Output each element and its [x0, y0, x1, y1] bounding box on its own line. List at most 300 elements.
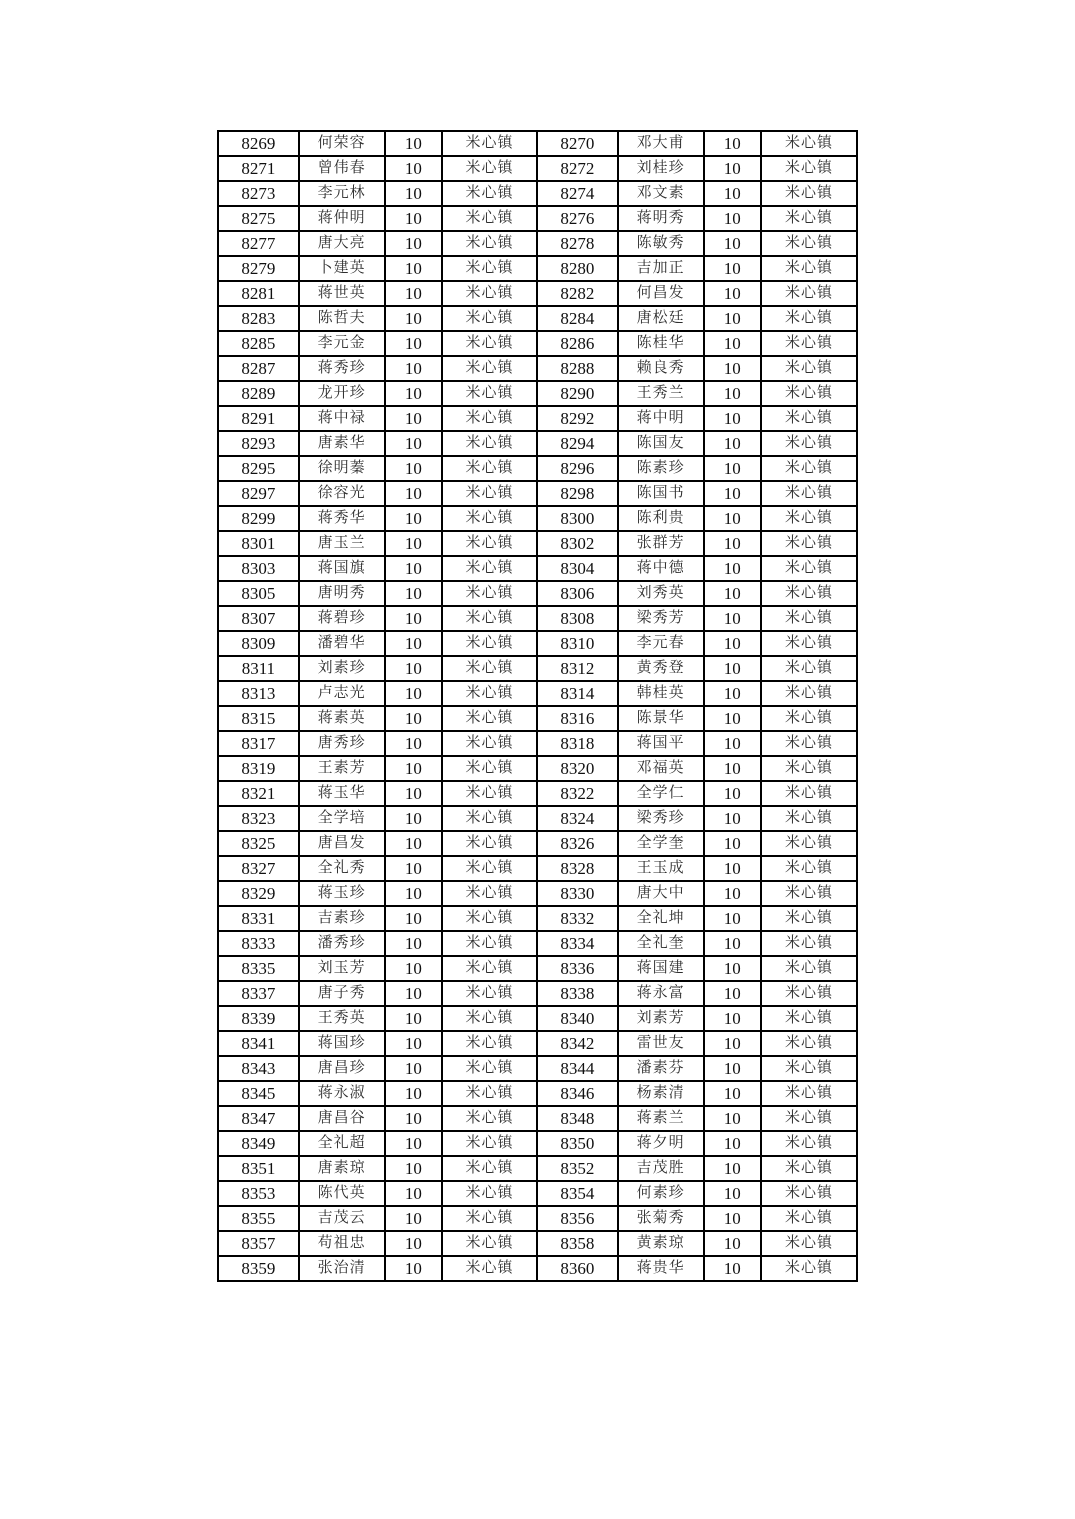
person-id-cell: 8275 — [218, 206, 299, 231]
quota-cell: 10 — [385, 256, 443, 281]
person-name-cell: 陈哲夫 — [299, 306, 385, 331]
person-name-cell: 何荣容 — [299, 131, 385, 156]
town-cell: 米心镇 — [761, 406, 857, 431]
quota-cell: 10 — [385, 1006, 443, 1031]
person-id-cell: 8274 — [537, 181, 618, 206]
town-cell: 米心镇 — [442, 856, 537, 881]
person-id-cell: 8292 — [537, 406, 618, 431]
town-cell: 米心镇 — [761, 956, 857, 981]
person-id-cell: 8296 — [537, 456, 618, 481]
quota-cell: 10 — [385, 756, 443, 781]
person-id-cell: 8286 — [537, 331, 618, 356]
table-row — [218, 1056, 857, 1081]
person-name-cell: 黄素琼 — [618, 1231, 704, 1256]
person-name-cell: 唐昌谷 — [299, 1106, 385, 1131]
table-row — [218, 481, 857, 506]
person-id-cell: 8313 — [218, 681, 299, 706]
quota-cell: 10 — [385, 206, 443, 231]
quota-cell: 10 — [385, 381, 443, 406]
town-cell: 米心镇 — [761, 256, 857, 281]
quota-cell: 10 — [704, 481, 762, 506]
person-id-cell: 8280 — [537, 256, 618, 281]
table-row — [218, 231, 857, 256]
town-cell: 米心镇 — [442, 331, 537, 356]
person-id-cell: 8326 — [537, 831, 618, 856]
person-name-cell: 全礼秀 — [299, 856, 385, 881]
person-id-cell: 8356 — [537, 1206, 618, 1231]
person-name-cell: 陈利贵 — [618, 506, 704, 531]
town-cell: 米心镇 — [761, 206, 857, 231]
person-name-cell: 潘秀珍 — [299, 931, 385, 956]
person-id-cell: 8317 — [218, 731, 299, 756]
town-cell: 米心镇 — [442, 1106, 537, 1131]
town-cell: 米心镇 — [761, 981, 857, 1006]
person-name-cell: 王玉成 — [618, 856, 704, 881]
table-row — [218, 331, 857, 356]
town-cell: 米心镇 — [761, 931, 857, 956]
town-cell: 米心镇 — [761, 1131, 857, 1156]
town-cell: 米心镇 — [761, 681, 857, 706]
table-row — [218, 706, 857, 731]
quota-cell: 10 — [704, 1181, 762, 1206]
person-name-cell: 蒋中明 — [618, 406, 704, 431]
person-id-cell: 8358 — [537, 1231, 618, 1256]
person-id-cell: 8291 — [218, 406, 299, 431]
person-name-cell: 吉茂云 — [299, 1206, 385, 1231]
town-cell: 米心镇 — [442, 381, 537, 406]
quota-cell: 10 — [385, 956, 443, 981]
person-name-cell: 刘素珍 — [299, 656, 385, 681]
person-name-cell: 全礼超 — [299, 1131, 385, 1156]
quota-cell: 10 — [385, 506, 443, 531]
person-id-cell: 8294 — [537, 431, 618, 456]
person-name-cell: 蒋世英 — [299, 281, 385, 306]
quota-cell: 10 — [704, 206, 762, 231]
person-name-cell: 何昌发 — [618, 281, 704, 306]
person-id-cell: 8339 — [218, 1006, 299, 1031]
quota-cell: 10 — [385, 481, 443, 506]
person-name-cell: 王秀英 — [299, 1006, 385, 1031]
table-row — [218, 606, 857, 631]
quota-cell: 10 — [704, 581, 762, 606]
person-name-cell: 唐松廷 — [618, 306, 704, 331]
quota-cell: 10 — [704, 1206, 762, 1231]
town-cell: 米心镇 — [761, 481, 857, 506]
person-name-cell: 全学奎 — [618, 831, 704, 856]
person-name-cell: 吉加正 — [618, 256, 704, 281]
table-row — [218, 531, 857, 556]
quota-cell: 10 — [704, 181, 762, 206]
table-row — [218, 756, 857, 781]
table-row — [218, 1031, 857, 1056]
town-cell: 米心镇 — [442, 231, 537, 256]
person-id-cell: 8306 — [537, 581, 618, 606]
person-id-cell: 8297 — [218, 481, 299, 506]
quota-cell: 10 — [704, 956, 762, 981]
person-name-cell: 陈桂华 — [618, 331, 704, 356]
person-id-cell: 8354 — [537, 1181, 618, 1206]
quota-cell: 10 — [385, 981, 443, 1006]
quota-cell: 10 — [704, 856, 762, 881]
quota-cell: 10 — [704, 656, 762, 681]
quota-cell: 10 — [704, 256, 762, 281]
person-id-cell: 8352 — [537, 1156, 618, 1181]
person-name-cell: 陈国书 — [618, 481, 704, 506]
town-cell: 米心镇 — [442, 756, 537, 781]
town-cell: 米心镇 — [442, 556, 537, 581]
person-id-cell: 8311 — [218, 656, 299, 681]
person-name-cell: 张菊秀 — [618, 1206, 704, 1231]
quota-cell: 10 — [385, 1056, 443, 1081]
person-id-cell: 8310 — [537, 631, 618, 656]
person-id-cell: 8347 — [218, 1106, 299, 1131]
person-id-cell: 8282 — [537, 281, 618, 306]
quota-cell: 10 — [704, 531, 762, 556]
person-id-cell: 8359 — [218, 1256, 299, 1281]
roster-table — [217, 130, 858, 1282]
quota-cell: 10 — [704, 406, 762, 431]
quota-cell: 10 — [385, 931, 443, 956]
person-name-cell: 全礼坤 — [618, 906, 704, 931]
person-id-cell: 8307 — [218, 606, 299, 631]
person-id-cell: 8314 — [537, 681, 618, 706]
town-cell: 米心镇 — [761, 1031, 857, 1056]
town-cell: 米心镇 — [761, 156, 857, 181]
quota-cell: 10 — [704, 1156, 762, 1181]
town-cell: 米心镇 — [442, 581, 537, 606]
town-cell: 米心镇 — [761, 906, 857, 931]
person-id-cell: 8342 — [537, 1031, 618, 1056]
person-name-cell: 蒋贵华 — [618, 1256, 704, 1281]
table-row — [218, 1206, 857, 1231]
quota-cell: 10 — [704, 706, 762, 731]
person-name-cell: 蒋国建 — [618, 956, 704, 981]
person-id-cell: 8360 — [537, 1256, 618, 1281]
quota-cell: 10 — [704, 1006, 762, 1031]
table-row — [218, 1106, 857, 1131]
person-id-cell: 8334 — [537, 931, 618, 956]
town-cell: 米心镇 — [442, 1006, 537, 1031]
person-name-cell: 邓福英 — [618, 756, 704, 781]
person-name-cell: 潘素芬 — [618, 1056, 704, 1081]
person-name-cell: 梁秀珍 — [618, 806, 704, 831]
person-name-cell: 陈代英 — [299, 1181, 385, 1206]
town-cell: 米心镇 — [761, 456, 857, 481]
table-row — [218, 906, 857, 931]
person-id-cell: 8299 — [218, 506, 299, 531]
quota-cell: 10 — [385, 1181, 443, 1206]
table-row — [218, 981, 857, 1006]
town-cell: 米心镇 — [442, 956, 537, 981]
quota-cell: 10 — [704, 606, 762, 631]
person-name-cell: 王素芳 — [299, 756, 385, 781]
town-cell: 米心镇 — [761, 631, 857, 656]
table-row — [218, 581, 857, 606]
person-name-cell: 何素珍 — [618, 1181, 704, 1206]
person-id-cell: 8295 — [218, 456, 299, 481]
quota-cell: 10 — [385, 706, 443, 731]
town-cell: 米心镇 — [442, 881, 537, 906]
person-id-cell: 8272 — [537, 156, 618, 181]
person-name-cell: 唐大亮 — [299, 231, 385, 256]
quota-cell: 10 — [704, 331, 762, 356]
person-name-cell: 徐明蓁 — [299, 456, 385, 481]
town-cell: 米心镇 — [761, 656, 857, 681]
person-name-cell: 刘玉芳 — [299, 956, 385, 981]
town-cell: 米心镇 — [761, 1006, 857, 1031]
person-name-cell: 龙开珍 — [299, 381, 385, 406]
town-cell: 米心镇 — [761, 556, 857, 581]
town-cell: 米心镇 — [761, 1056, 857, 1081]
quota-cell: 10 — [385, 531, 443, 556]
town-cell: 米心镇 — [761, 831, 857, 856]
town-cell: 米心镇 — [761, 506, 857, 531]
quota-cell: 10 — [385, 781, 443, 806]
table-row — [218, 806, 857, 831]
quota-cell: 10 — [704, 906, 762, 931]
person-id-cell: 8330 — [537, 881, 618, 906]
person-name-cell: 蒋秀华 — [299, 506, 385, 531]
town-cell: 米心镇 — [442, 1206, 537, 1231]
person-id-cell: 8341 — [218, 1031, 299, 1056]
town-cell: 米心镇 — [442, 681, 537, 706]
town-cell: 米心镇 — [442, 206, 537, 231]
quota-cell: 10 — [385, 306, 443, 331]
person-name-cell: 蒋国旗 — [299, 556, 385, 581]
quota-cell: 10 — [385, 431, 443, 456]
quota-cell: 10 — [704, 981, 762, 1006]
town-cell: 米心镇 — [761, 881, 857, 906]
quota-cell: 10 — [385, 181, 443, 206]
person-id-cell: 8276 — [537, 206, 618, 231]
person-name-cell: 蒋仲明 — [299, 206, 385, 231]
person-id-cell: 8320 — [537, 756, 618, 781]
person-id-cell: 8355 — [218, 1206, 299, 1231]
town-cell: 米心镇 — [442, 406, 537, 431]
table-row — [218, 406, 857, 431]
table-row — [218, 631, 857, 656]
quota-cell: 10 — [704, 681, 762, 706]
table-row — [218, 831, 857, 856]
person-id-cell: 8357 — [218, 1231, 299, 1256]
quota-cell: 10 — [385, 281, 443, 306]
quota-cell: 10 — [385, 731, 443, 756]
town-cell: 米心镇 — [442, 181, 537, 206]
town-cell: 米心镇 — [761, 181, 857, 206]
person-id-cell: 8281 — [218, 281, 299, 306]
quota-cell: 10 — [385, 131, 443, 156]
town-cell: 米心镇 — [761, 1106, 857, 1131]
quota-cell: 10 — [704, 431, 762, 456]
town-cell: 米心镇 — [761, 381, 857, 406]
town-cell: 米心镇 — [442, 256, 537, 281]
person-name-cell: 张治清 — [299, 1256, 385, 1281]
table-row — [218, 1006, 857, 1031]
town-cell: 米心镇 — [442, 1056, 537, 1081]
person-id-cell: 8351 — [218, 1156, 299, 1181]
table-row — [218, 156, 857, 181]
table-row — [218, 881, 857, 906]
person-id-cell: 8309 — [218, 631, 299, 656]
quota-cell: 10 — [385, 456, 443, 481]
person-name-cell: 蒋碧珍 — [299, 606, 385, 631]
person-name-cell: 蒋国平 — [618, 731, 704, 756]
quota-cell: 10 — [385, 831, 443, 856]
town-cell: 米心镇 — [761, 1231, 857, 1256]
table-row — [218, 931, 857, 956]
quota-cell: 10 — [385, 906, 443, 931]
town-cell: 米心镇 — [442, 1031, 537, 1056]
town-cell: 米心镇 — [442, 456, 537, 481]
town-cell: 米心镇 — [761, 581, 857, 606]
person-id-cell: 8350 — [537, 1131, 618, 1156]
person-name-cell: 王秀兰 — [618, 381, 704, 406]
person-name-cell: 唐秀珍 — [299, 731, 385, 756]
person-name-cell: 陈景华 — [618, 706, 704, 731]
table-row — [218, 1156, 857, 1181]
town-cell: 米心镇 — [442, 156, 537, 181]
person-name-cell: 蒋中禄 — [299, 406, 385, 431]
quota-cell: 10 — [385, 606, 443, 631]
person-id-cell: 8289 — [218, 381, 299, 406]
quota-cell: 10 — [385, 1031, 443, 1056]
person-name-cell: 徐容光 — [299, 481, 385, 506]
quota-cell: 10 — [704, 1031, 762, 1056]
quota-cell: 10 — [704, 231, 762, 256]
person-name-cell: 邓大甫 — [618, 131, 704, 156]
quota-cell: 10 — [704, 156, 762, 181]
person-name-cell: 吉茂胜 — [618, 1156, 704, 1181]
roster-table-body — [218, 131, 857, 1281]
person-name-cell: 潘碧华 — [299, 631, 385, 656]
quota-cell: 10 — [704, 131, 762, 156]
person-name-cell: 李元春 — [618, 631, 704, 656]
person-name-cell: 黄秀登 — [618, 656, 704, 681]
person-name-cell: 苟祖忠 — [299, 1231, 385, 1256]
person-name-cell: 吉素珍 — [299, 906, 385, 931]
town-cell: 米心镇 — [761, 431, 857, 456]
town-cell: 米心镇 — [442, 1256, 537, 1281]
person-name-cell: 蒋永淑 — [299, 1081, 385, 1106]
person-name-cell: 唐大中 — [618, 881, 704, 906]
quota-cell: 10 — [704, 881, 762, 906]
quota-cell: 10 — [385, 881, 443, 906]
town-cell: 米心镇 — [442, 731, 537, 756]
person-id-cell: 8315 — [218, 706, 299, 731]
town-cell: 米心镇 — [761, 306, 857, 331]
person-id-cell: 8348 — [537, 1106, 618, 1131]
town-cell: 米心镇 — [761, 706, 857, 731]
person-name-cell: 卜建英 — [299, 256, 385, 281]
person-name-cell: 陈敏秀 — [618, 231, 704, 256]
person-id-cell: 8344 — [537, 1056, 618, 1081]
town-cell: 米心镇 — [442, 631, 537, 656]
person-name-cell: 蒋中德 — [618, 556, 704, 581]
quota-cell: 10 — [704, 556, 762, 581]
person-id-cell: 8273 — [218, 181, 299, 206]
person-id-cell: 8298 — [537, 481, 618, 506]
person-name-cell: 李元金 — [299, 331, 385, 356]
town-cell: 米心镇 — [761, 331, 857, 356]
quota-cell: 10 — [385, 581, 443, 606]
person-id-cell: 8285 — [218, 331, 299, 356]
quota-cell: 10 — [704, 506, 762, 531]
town-cell: 米心镇 — [761, 1256, 857, 1281]
person-name-cell: 曾伟春 — [299, 156, 385, 181]
quota-cell: 10 — [704, 281, 762, 306]
person-name-cell: 张群芳 — [618, 531, 704, 556]
person-id-cell: 8278 — [537, 231, 618, 256]
quota-cell: 10 — [704, 1081, 762, 1106]
person-id-cell: 8312 — [537, 656, 618, 681]
town-cell: 米心镇 — [442, 1081, 537, 1106]
person-name-cell: 蒋玉华 — [299, 781, 385, 806]
person-name-cell: 刘素芳 — [618, 1006, 704, 1031]
town-cell: 米心镇 — [442, 481, 537, 506]
person-id-cell: 8333 — [218, 931, 299, 956]
table-row — [218, 181, 857, 206]
table-row — [218, 256, 857, 281]
table-row — [218, 1256, 857, 1281]
quota-cell: 10 — [385, 1156, 443, 1181]
town-cell: 米心镇 — [761, 356, 857, 381]
town-cell: 米心镇 — [442, 606, 537, 631]
quota-cell: 10 — [704, 356, 762, 381]
town-cell: 米心镇 — [761, 1081, 857, 1106]
person-name-cell: 蒋夕明 — [618, 1131, 704, 1156]
town-cell: 米心镇 — [442, 831, 537, 856]
table-row — [218, 431, 857, 456]
table-row — [218, 1181, 857, 1206]
town-cell: 米心镇 — [761, 1156, 857, 1181]
quota-cell: 10 — [385, 331, 443, 356]
town-cell: 米心镇 — [442, 431, 537, 456]
quota-cell: 10 — [385, 806, 443, 831]
town-cell: 米心镇 — [442, 981, 537, 1006]
person-id-cell: 8302 — [537, 531, 618, 556]
table-row — [218, 281, 857, 306]
table-row — [218, 556, 857, 581]
person-name-cell: 陈素珍 — [618, 456, 704, 481]
table-row — [218, 206, 857, 231]
table-row — [218, 681, 857, 706]
quota-cell: 10 — [704, 781, 762, 806]
town-cell: 米心镇 — [442, 1231, 537, 1256]
person-name-cell: 唐子秀 — [299, 981, 385, 1006]
person-id-cell: 8300 — [537, 506, 618, 531]
person-id-cell: 8277 — [218, 231, 299, 256]
person-id-cell: 8290 — [537, 381, 618, 406]
quota-cell: 10 — [385, 856, 443, 881]
town-cell: 米心镇 — [442, 356, 537, 381]
person-id-cell: 8325 — [218, 831, 299, 856]
person-id-cell: 8288 — [537, 356, 618, 381]
table-row — [218, 656, 857, 681]
person-name-cell: 雷世友 — [618, 1031, 704, 1056]
person-id-cell: 8316 — [537, 706, 618, 731]
person-name-cell: 李元林 — [299, 181, 385, 206]
person-name-cell: 蒋永富 — [618, 981, 704, 1006]
quota-cell: 10 — [385, 156, 443, 181]
person-id-cell: 8337 — [218, 981, 299, 1006]
quota-cell: 10 — [385, 406, 443, 431]
quota-cell: 10 — [385, 1206, 443, 1231]
person-id-cell: 8287 — [218, 356, 299, 381]
town-cell: 米心镇 — [442, 1181, 537, 1206]
town-cell: 米心镇 — [442, 931, 537, 956]
town-cell: 米心镇 — [442, 806, 537, 831]
person-name-cell: 刘桂珍 — [618, 156, 704, 181]
